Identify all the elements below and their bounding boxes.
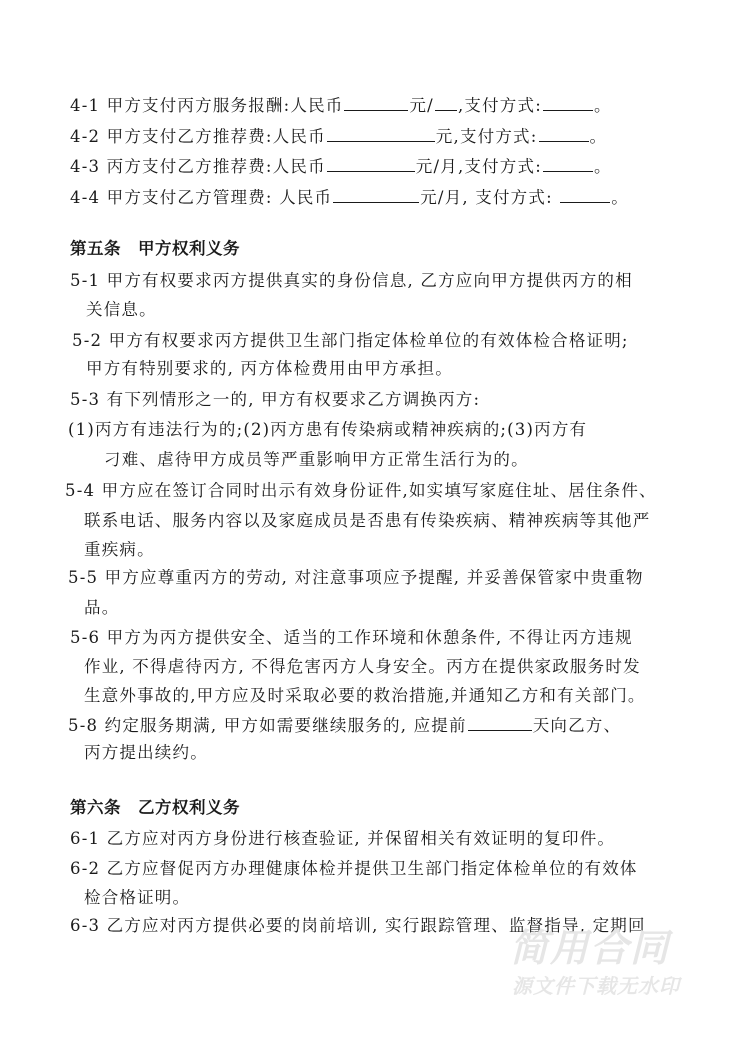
section-5-title: 第五条 甲方权利义务 — [70, 239, 240, 258]
clause-5-2: 5-2 甲方有权要求丙方提供卫生部门指定体检单位的有效体检合格证明; — [72, 331, 629, 350]
clause-5-4-cont2: 重疾病。 — [84, 540, 155, 559]
clause-5-6-cont: 作业, 不得虐待丙方, 不得危害丙方人身安全。丙方在提供家政服务时发 — [84, 657, 641, 676]
clause-5-8: 5-8 约定服务期满, 甲方如需要继续服务的, 应提前 天向乙方、 — [68, 713, 621, 737]
renewal-days-blank[interactable] — [468, 713, 532, 731]
watermark-logo: 简用合同 — [510, 926, 671, 970]
unit-blank[interactable] — [435, 93, 457, 111]
amount-blank[interactable] — [327, 154, 415, 172]
clause-5-4-cont: 联系电话、服务内容以及家庭成员是否患有传染疾病、精神疾病等其他严 — [84, 511, 651, 530]
clause-5-3-cont: 刁难、虐待甲方成员等严重影响甲方正常生活行为的。 — [104, 450, 529, 469]
clause-5-2-cont: 甲方有特别要求的, 丙方体检费用由甲方承担。 — [86, 359, 453, 378]
clause-5-6-cont2: 生意外事故的,甲方应及时采取必要的救治措施,并通知乙方和有关部门。 — [84, 686, 646, 705]
section-6-title: 第六条 乙方权利义务 — [70, 798, 240, 817]
clause-number: 4-3 — [70, 157, 101, 176]
clause-6-2: 6-2 乙方应督促丙方办理健康体检并提供卫生部门指定体检单位的有效体 — [70, 859, 638, 878]
clause-number: 4-2 — [70, 127, 101, 146]
clause-4-1: 4-1 甲方支付丙方服务报酬:人民币 元/ ,支付方式: 。 — [70, 93, 612, 117]
amount-blank[interactable] — [344, 93, 408, 111]
clause-5-4: 5-4 甲方应在签订合同时出示有效身份证件,如实填写家庭住址、居住条件、 — [65, 481, 657, 500]
clause-number: 4-1 — [70, 96, 101, 115]
watermark-caption: 源文件下载无水印 — [512, 974, 680, 998]
clause-5-8-cont: 丙方提出续约。 — [84, 743, 208, 762]
payment-method-blank[interactable] — [543, 93, 593, 111]
clause-4-3: 4-3 丙方支付乙方推荐费:人民币 元/月,支付方式: 。 — [70, 154, 612, 178]
payment-method-blank[interactable] — [560, 185, 610, 203]
payment-method-blank[interactable] — [543, 154, 593, 172]
clause-5-5-cont: 品。 — [84, 598, 120, 617]
clause-5-3: 5-3 有下列情形之一的, 甲方有权要求乙方调换丙方: — [70, 390, 481, 409]
clause-text: 甲方支付乙方管理费: 人民币 — [106, 188, 333, 207]
clause-5-5: 5-5 甲方应尊重丙方的劳动, 对注意事项应予提醒, 并妥善保管家中贵重物 — [68, 568, 644, 587]
amount-blank[interactable] — [327, 124, 435, 142]
clause-6-1: 6-1 乙方应对丙方身份进行核查验证, 并保留相关有效证明的复印件。 — [70, 829, 616, 848]
clause-5-6: 5-6 甲方为丙方提供安全、适当的工作环境和休憩条件, 不得让丙方违规 — [70, 628, 633, 647]
clause-6-2-cont: 检合格证明。 — [84, 888, 191, 907]
clause-5-1: 5-1 甲方有权要求丙方提供真实的身份信息, 乙方应向甲方提供丙方的相 — [70, 271, 633, 290]
clause-text: 甲方支付丙方服务报酬:人民币 — [106, 96, 344, 115]
clause-5-3-items: (1)丙方有违法行为的;(2)丙方患有传染病或精神疾病的;(3)丙方有 — [68, 420, 588, 439]
payment-method-blank[interactable] — [539, 124, 589, 142]
clause-6-3: 6-3 乙方应对丙方提供必要的岗前培训, 实行跟踪管理、监督指导, 定期回 — [70, 916, 646, 935]
clause-4-2: 4-2 甲方支付乙方推荐费:人民币 元,支付方式: 。 — [70, 124, 607, 148]
amount-blank[interactable] — [333, 185, 419, 203]
clause-5-1-cont: 关信息。 — [86, 300, 157, 319]
clause-4-4: 4-4 甲方支付乙方管理费: 人民币 元/月, 支付方式: 。 — [70, 185, 629, 209]
clause-text: 丙方支付乙方推荐费:人民币 — [106, 157, 326, 176]
clause-text: 甲方支付乙方推荐费:人民币 — [106, 127, 326, 146]
clause-number: 4-4 — [70, 188, 101, 207]
